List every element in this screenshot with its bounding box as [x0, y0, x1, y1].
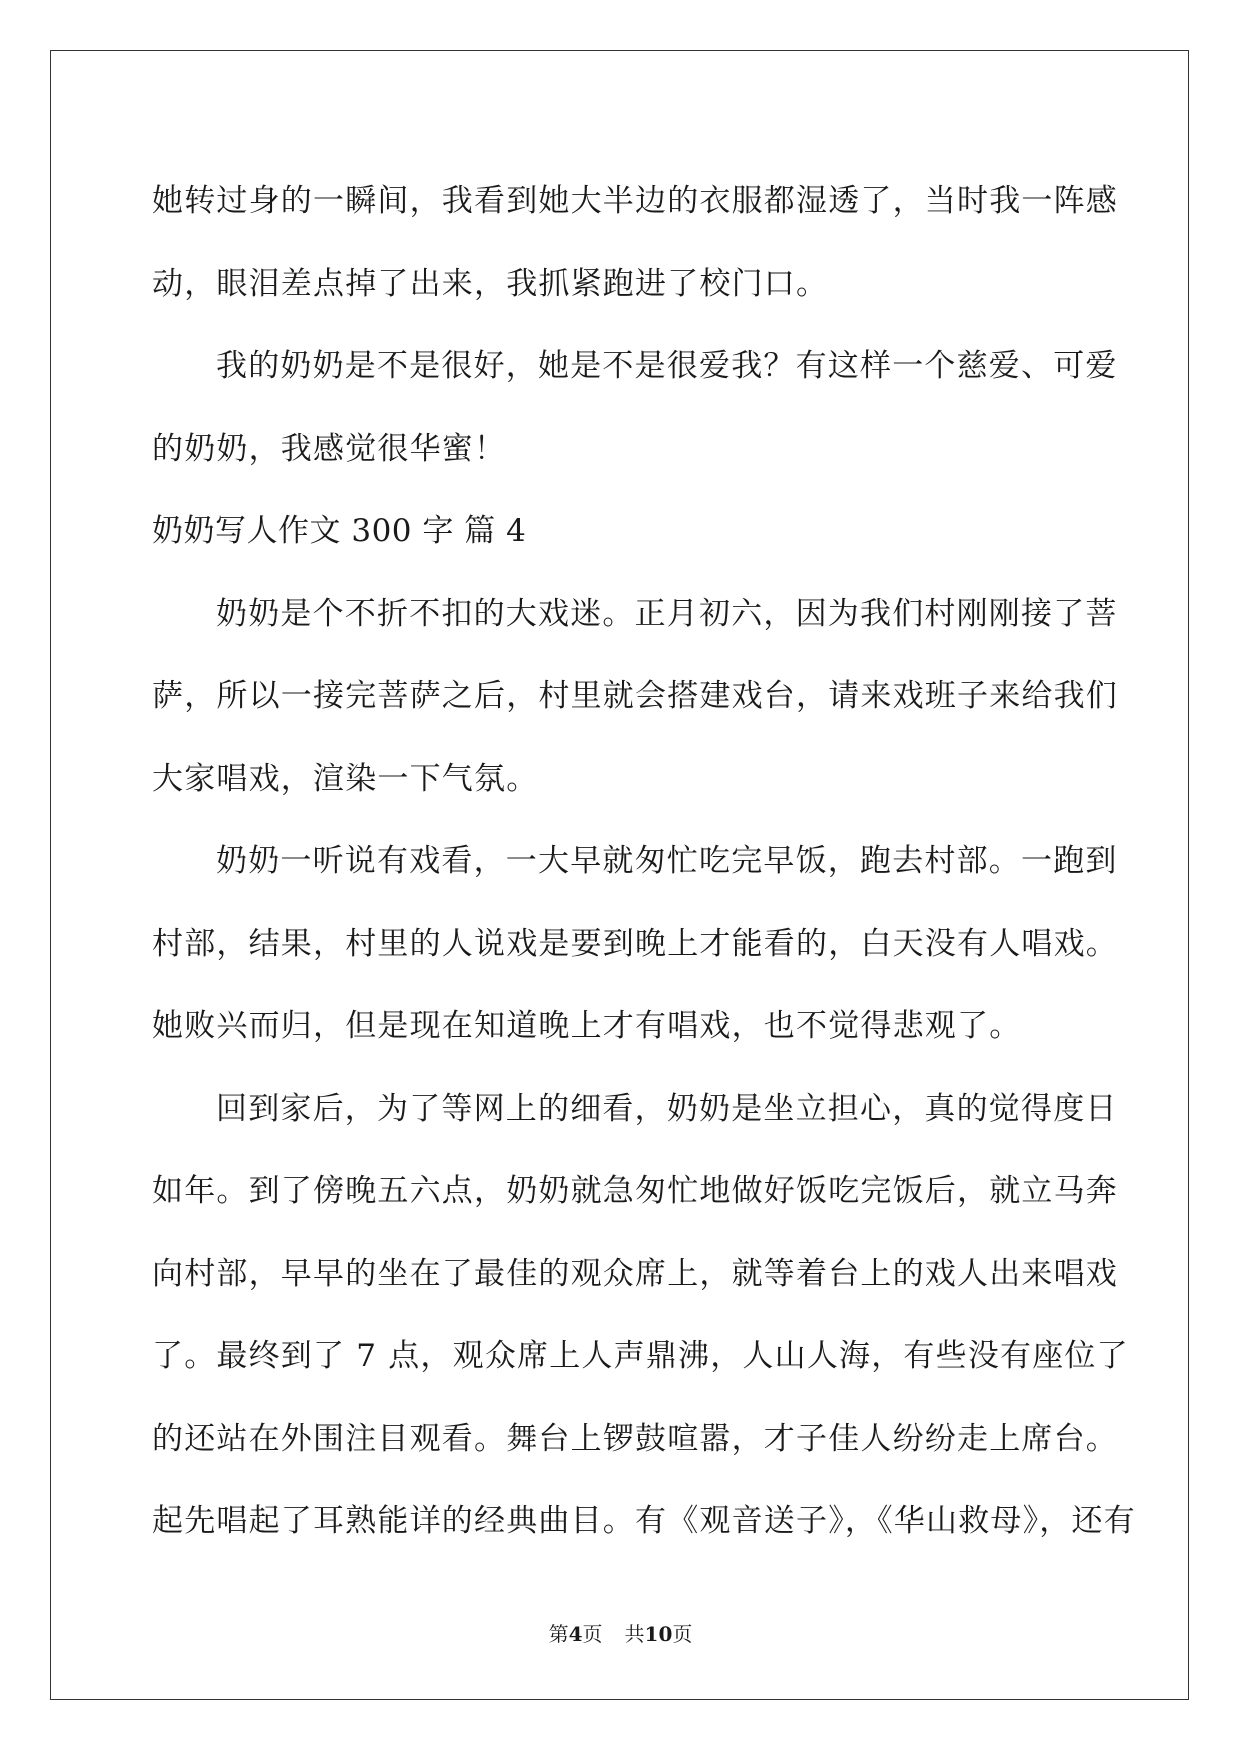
page-footer: [0, 1618, 1241, 1647]
document-body: [152, 160, 1136, 1563]
page-suffix: 页: [582, 1622, 603, 1646]
text-line-4: 的奶奶，我感觉很华蜜！: [152, 430, 507, 467]
text-line-3: 我的奶奶是不是很好，她是不是很爱我？有这样一个慈爱、可爱: [216, 348, 1118, 384]
text-line-13: 如年。到了傍晚五六点，奶奶就急匆忙地做好饭吃完饭后，就立马奔: [152, 1173, 1118, 1209]
text-line-9: 奶奶一听说有戏看，一大早就匆忙吃完早饭，跑去村部。一跑到: [216, 843, 1118, 879]
section-heading: 奶奶写人作文 300 字 篇 4: [152, 513, 527, 549]
page-number: 4: [568, 1622, 583, 1646]
text-line-7: 萨，所以一接完菩萨之后，村里就会搭建戏台，请来戏班子来给我们: [152, 678, 1118, 714]
text-line-1: 她转过身的一瞬间，我看到她大半边的衣服都湿透了，当时我一阵感: [152, 183, 1118, 219]
total-suffix: 页: [672, 1622, 693, 1646]
page-prefix: 第: [548, 1622, 569, 1646]
text-line-14: 向村部，早早的坐在了最佳的观众席上，就等着台上的戏人出来唱戏: [152, 1255, 1118, 1292]
text-line-15: 了。最终到了 7 点，观众席上人声鼎沸，人山人海，有些没有座位了: [152, 1338, 1129, 1374]
text-line-16: 的还站在外围注目观看。舞台上锣鼓喧嚣，才子佳人纷纷走上席台。: [152, 1420, 1118, 1457]
text-line-2: 动，眼泪差点掉了出来，我抓紧跑进了校门口。: [152, 265, 829, 302]
text-line-10: 村部，结果，村里的人说戏是要到晚上才能看的，白天没有人唱戏。: [152, 925, 1118, 962]
total-pages: 10: [644, 1622, 673, 1646]
text-line-8: 大家唱戏，渲染一下气氛。: [152, 760, 539, 797]
text-line-17: 起先唱起了耳熟能详的经典曲目。有《观音送子》，《华山救母》，还有: [152, 1503, 1136, 1539]
text-line-12: 回到家后，为了等网上的细看，奶奶是坐立担心，真的觉得度日: [216, 1090, 1118, 1127]
text-line-11: 她败兴而归，但是现在知道晚上才有唱戏，也不觉得悲观了。: [152, 1008, 1022, 1044]
total-prefix: 共: [624, 1622, 645, 1646]
text-line-6: 奶奶是个不折不扣的大戏迷。正月初六，因为我们村刚刚接了菩: [216, 595, 1118, 632]
